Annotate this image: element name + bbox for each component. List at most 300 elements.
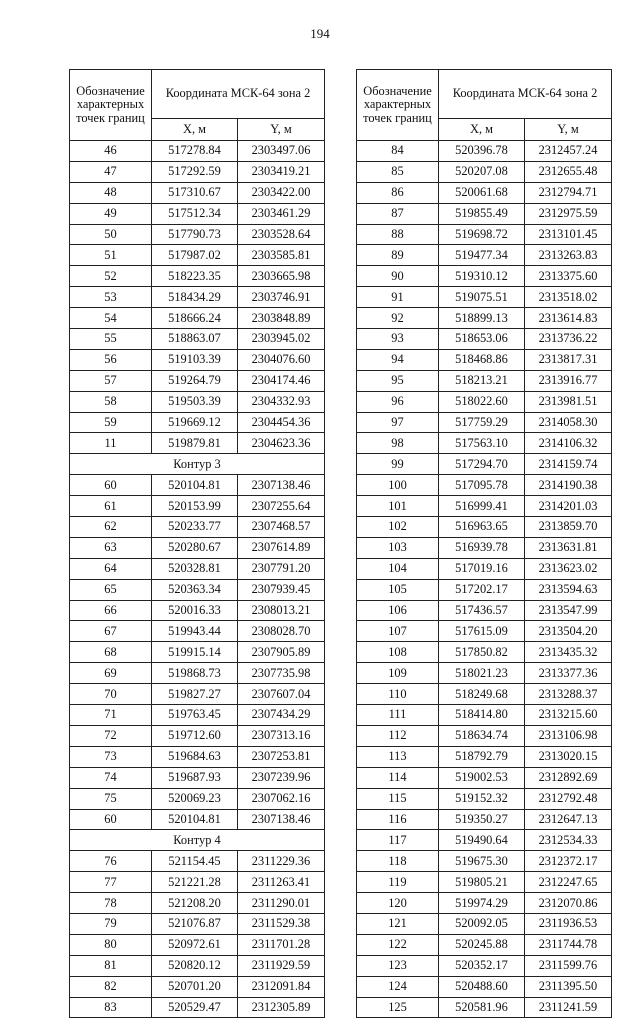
table-row (357, 976, 612, 997)
table-row (357, 621, 612, 642)
y-coordinate-cell: 2312372.17 (525, 851, 612, 872)
y-coordinate-cell: 2308013.21 (238, 600, 325, 621)
y-coordinate-cell: 2304454.36 (238, 412, 325, 433)
point-number-cell: 106 (357, 600, 439, 621)
table-row (357, 287, 612, 308)
x-column-header: X, м (439, 119, 525, 141)
point-number-cell: 115 (357, 788, 439, 809)
table-row (70, 141, 325, 162)
y-coordinate-cell: 2313859.70 (525, 517, 612, 538)
y-coordinate-cell: 2311936.53 (525, 913, 612, 934)
x-coordinate-cell: 519698.72 (439, 224, 525, 245)
point-number-cell: 122 (357, 934, 439, 955)
x-coordinate-cell: 519827.27 (152, 684, 238, 705)
point-number-cell: 119 (357, 872, 439, 893)
y-coordinate-cell: 2314058.30 (525, 412, 612, 433)
y-coordinate-cell: 2313623.02 (525, 558, 612, 579)
point-number-cell: 118 (357, 851, 439, 872)
x-coordinate-cell: 519855.49 (439, 203, 525, 224)
table-row (70, 746, 325, 767)
table-row (357, 517, 612, 538)
table-row (357, 642, 612, 663)
x-coordinate-cell: 520488.60 (439, 976, 525, 997)
x-coordinate-cell: 520245.88 (439, 934, 525, 955)
x-coordinate-cell: 518022.60 (439, 391, 525, 412)
table-row (70, 349, 325, 370)
y-coordinate-cell: 2313263.83 (525, 245, 612, 266)
point-number-cell: 94 (357, 349, 439, 370)
point-number-cell: 108 (357, 642, 439, 663)
x-coordinate-cell: 521208.20 (152, 893, 238, 914)
x-coordinate-cell: 519915.14 (152, 642, 238, 663)
x-coordinate-cell: 520396.78 (439, 141, 525, 162)
table-body (357, 141, 612, 1018)
table-row (357, 161, 612, 182)
x-coordinate-cell: 517294.70 (439, 454, 525, 475)
x-coordinate-cell: 521154.45 (152, 851, 238, 872)
table-row (70, 893, 325, 914)
point-number-cell: 125 (357, 997, 439, 1018)
y-coordinate-cell: 2313101.45 (525, 224, 612, 245)
table-row (357, 788, 612, 809)
point-number-cell: 64 (70, 558, 152, 579)
y-coordinate-cell: 2311929.59 (238, 955, 325, 976)
y-coordinate-cell: 2313547.99 (525, 600, 612, 621)
table-row (357, 370, 612, 391)
x-coordinate-cell: 518634.74 (439, 725, 525, 746)
x-coordinate-cell: 518863.07 (152, 329, 238, 350)
y-coordinate-cell: 2312647.13 (525, 809, 612, 830)
point-designation-header: Обозначение характерных точек границ (70, 70, 152, 141)
table-row (357, 705, 612, 726)
x-coordinate-cell: 519002.53 (439, 767, 525, 788)
y-coordinate-cell: 2307313.16 (238, 725, 325, 746)
x-coordinate-cell: 518213.21 (439, 370, 525, 391)
y-coordinate-cell: 2314201.03 (525, 496, 612, 517)
point-number-cell: 57 (70, 370, 152, 391)
point-number-cell: 71 (70, 705, 152, 726)
y-coordinate-cell: 2311599.76 (525, 955, 612, 976)
table-row (70, 851, 325, 872)
x-coordinate-cell: 520701.20 (152, 976, 238, 997)
table-row (357, 224, 612, 245)
table-row (357, 266, 612, 287)
point-number-cell: 60 (70, 809, 152, 830)
table-row (357, 663, 612, 684)
x-coordinate-cell: 519075.51 (439, 287, 525, 308)
table-row (70, 579, 325, 600)
point-number-cell: 96 (357, 391, 439, 412)
x-coordinate-cell: 520363.34 (152, 579, 238, 600)
page-number: 194 (310, 26, 330, 41)
x-coordinate-cell: 520153.99 (152, 496, 238, 517)
point-number-cell: 78 (70, 893, 152, 914)
point-number-cell: 53 (70, 287, 152, 308)
point-number-cell: 117 (357, 830, 439, 851)
x-coordinate-cell: 517019.16 (439, 558, 525, 579)
y-coordinate-cell: 2313981.51 (525, 391, 612, 412)
coordinate-system-header: Координата МСК-64 зона 2 (439, 70, 612, 119)
table-row (70, 182, 325, 203)
table-row (70, 203, 325, 224)
y-coordinate-cell: 2313435.32 (525, 642, 612, 663)
y-coordinate-cell: 2303585.81 (238, 245, 325, 266)
y-coordinate-cell: 2313736.22 (525, 329, 612, 350)
y-coordinate-cell: 2303665.98 (238, 266, 325, 287)
point-number-cell: 98 (357, 433, 439, 454)
table-row (357, 913, 612, 934)
table-row (70, 684, 325, 705)
table-row (357, 955, 612, 976)
point-number-cell: 47 (70, 161, 152, 182)
y-coordinate-cell: 2312792.48 (525, 788, 612, 809)
point-number-cell: 87 (357, 203, 439, 224)
x-coordinate-cell: 520104.81 (152, 809, 238, 830)
point-number-cell: 72 (70, 725, 152, 746)
y-column-header: Y, м (525, 119, 612, 141)
x-coordinate-cell: 517563.10 (439, 433, 525, 454)
point-number-cell: 113 (357, 746, 439, 767)
x-coordinate-cell: 520581.96 (439, 997, 525, 1018)
table-row (70, 433, 325, 454)
point-number-cell: 75 (70, 788, 152, 809)
y-coordinate-cell: 2307614.89 (238, 537, 325, 558)
table-row (70, 224, 325, 245)
x-coordinate-cell: 519490.64 (439, 830, 525, 851)
table-row (70, 558, 325, 579)
x-coordinate-cell: 520972.61 (152, 934, 238, 955)
point-number-cell: 55 (70, 329, 152, 350)
point-number-cell: 79 (70, 913, 152, 934)
y-coordinate-cell: 2313020.15 (525, 746, 612, 767)
x-coordinate-cell: 518021.23 (439, 663, 525, 684)
x-coordinate-cell: 519974.29 (439, 893, 525, 914)
point-number-cell: 105 (357, 579, 439, 600)
y-coordinate-cell: 2312655.48 (525, 161, 612, 182)
point-number-cell: 58 (70, 391, 152, 412)
x-coordinate-cell: 518653.06 (439, 329, 525, 350)
point-number-cell: 70 (70, 684, 152, 705)
point-number-cell: 93 (357, 329, 439, 350)
y-coordinate-cell: 2303746.91 (238, 287, 325, 308)
point-number-cell: 91 (357, 287, 439, 308)
point-number-cell: 74 (70, 767, 152, 788)
table-row (70, 161, 325, 182)
y-coordinate-cell: 2303419.21 (238, 161, 325, 182)
x-coordinate-cell: 517850.82 (439, 642, 525, 663)
point-number-cell: 124 (357, 976, 439, 997)
y-coordinate-cell: 2307735.98 (238, 663, 325, 684)
point-number-cell: 63 (70, 537, 152, 558)
x-coordinate-cell: 520820.12 (152, 955, 238, 976)
section-row (70, 830, 325, 851)
y-coordinate-cell: 2312091.84 (238, 976, 325, 997)
table-row (357, 600, 612, 621)
y-coordinate-cell: 2307791.20 (238, 558, 325, 579)
table-row (70, 391, 325, 412)
y-coordinate-cell: 2304076.60 (238, 349, 325, 370)
y-coordinate-cell: 2311263.41 (238, 872, 325, 893)
x-coordinate-cell: 517436.57 (439, 600, 525, 621)
y-coordinate-cell: 2311395.50 (525, 976, 612, 997)
table-row (357, 182, 612, 203)
table-row (70, 370, 325, 391)
point-number-cell: 110 (357, 684, 439, 705)
y-coordinate-cell: 2312794.71 (525, 182, 612, 203)
point-number-cell: 81 (70, 955, 152, 976)
y-coordinate-cell: 2312975.59 (525, 203, 612, 224)
y-coordinate-cell: 2303461.29 (238, 203, 325, 224)
point-number-cell: 82 (70, 976, 152, 997)
y-coordinate-cell: 2313106.98 (525, 725, 612, 746)
y-coordinate-cell: 2311744.78 (525, 934, 612, 955)
section-title: Контур 3 (70, 454, 325, 475)
point-number-cell: 61 (70, 496, 152, 517)
x-coordinate-cell: 519503.39 (152, 391, 238, 412)
point-number-cell: 80 (70, 934, 152, 955)
x-coordinate-cell: 519152.32 (439, 788, 525, 809)
table-row (70, 705, 325, 726)
point-number-cell: 111 (357, 705, 439, 726)
point-number-cell: 54 (70, 308, 152, 329)
coordinates-table-left (69, 69, 325, 1018)
x-coordinate-cell: 519684.63 (152, 746, 238, 767)
y-coordinate-cell: 2313916.77 (525, 370, 612, 391)
y-coordinate-cell: 2313288.37 (525, 684, 612, 705)
point-number-cell: 46 (70, 141, 152, 162)
x-coordinate-cell: 520092.05 (439, 913, 525, 934)
point-number-cell: 89 (357, 245, 439, 266)
x-coordinate-cell: 521221.28 (152, 872, 238, 893)
table-row (357, 997, 612, 1018)
y-coordinate-cell: 2303422.00 (238, 182, 325, 203)
x-coordinate-cell: 518223.35 (152, 266, 238, 287)
point-number-cell: 66 (70, 600, 152, 621)
x-coordinate-cell: 516999.41 (439, 496, 525, 517)
x-coordinate-cell: 519712.60 (152, 725, 238, 746)
point-number-cell: 49 (70, 203, 152, 224)
x-coordinate-cell: 519264.79 (152, 370, 238, 391)
x-coordinate-cell: 519103.39 (152, 349, 238, 370)
x-coordinate-cell: 520529.47 (152, 997, 238, 1018)
y-coordinate-cell: 2313504.20 (525, 621, 612, 642)
table-row (357, 872, 612, 893)
y-coordinate-cell: 2307255.64 (238, 496, 325, 517)
y-coordinate-cell: 2313594.63 (525, 579, 612, 600)
coordinates-table-right (356, 69, 612, 1018)
table-row (357, 830, 612, 851)
table-row (357, 684, 612, 705)
y-coordinate-cell: 2311241.59 (525, 997, 612, 1018)
x-coordinate-cell: 517615.09 (439, 621, 525, 642)
x-coordinate-cell: 520016.33 (152, 600, 238, 621)
y-coordinate-cell: 2307434.29 (238, 705, 325, 726)
table-row (357, 893, 612, 914)
point-number-cell: 76 (70, 851, 152, 872)
table-row (70, 475, 325, 496)
point-number-cell: 84 (357, 141, 439, 162)
table-row (357, 433, 612, 454)
x-coordinate-cell: 519805.21 (439, 872, 525, 893)
point-number-cell: 48 (70, 182, 152, 203)
y-coordinate-cell: 2311290.01 (238, 893, 325, 914)
y-coordinate-cell: 2314159.74 (525, 454, 612, 475)
y-coordinate-cell: 2304174.46 (238, 370, 325, 391)
x-coordinate-cell: 519477.34 (439, 245, 525, 266)
point-number-cell: 62 (70, 517, 152, 538)
table-row (357, 454, 612, 475)
table-row (70, 308, 325, 329)
table-row (357, 746, 612, 767)
table-row (70, 642, 325, 663)
table-row (357, 475, 612, 496)
point-number-cell: 69 (70, 663, 152, 684)
table-row (357, 809, 612, 830)
x-coordinate-cell: 518666.24 (152, 308, 238, 329)
y-coordinate-cell: 2307468.57 (238, 517, 325, 538)
point-number-cell: 114 (357, 767, 439, 788)
table-row (70, 287, 325, 308)
point-number-cell: 123 (357, 955, 439, 976)
y-column-header: Y, м (238, 119, 325, 141)
table-row (70, 767, 325, 788)
y-coordinate-cell: 2307138.46 (238, 475, 325, 496)
x-coordinate-cell: 519350.27 (439, 809, 525, 830)
table-row (357, 349, 612, 370)
table-body (70, 141, 325, 1018)
point-number-cell: 73 (70, 746, 152, 767)
x-coordinate-cell: 519675.30 (439, 851, 525, 872)
x-coordinate-cell: 519868.73 (152, 663, 238, 684)
point-number-cell: 11 (70, 433, 152, 454)
x-coordinate-cell: 518899.13 (439, 308, 525, 329)
x-coordinate-cell: 518249.68 (439, 684, 525, 705)
y-coordinate-cell: 2307905.89 (238, 642, 325, 663)
point-number-cell: 59 (70, 412, 152, 433)
section-title: Контур 4 (70, 830, 325, 851)
table-row (70, 725, 325, 746)
x-coordinate-cell: 518414.80 (439, 705, 525, 726)
y-coordinate-cell: 2303848.89 (238, 308, 325, 329)
x-coordinate-cell: 520280.67 (152, 537, 238, 558)
y-coordinate-cell: 2312247.65 (525, 872, 612, 893)
point-number-cell: 121 (357, 913, 439, 934)
point-number-cell: 99 (357, 454, 439, 475)
x-coordinate-cell: 519669.12 (152, 412, 238, 433)
x-coordinate-cell: 517202.17 (439, 579, 525, 600)
y-coordinate-cell: 2311529.38 (238, 913, 325, 934)
table-row (70, 266, 325, 287)
y-coordinate-cell: 2313215.60 (525, 705, 612, 726)
x-coordinate-cell: 518792.79 (439, 746, 525, 767)
x-coordinate-cell: 516963.65 (439, 517, 525, 538)
table-row (70, 976, 325, 997)
y-coordinate-cell: 2314190.38 (525, 475, 612, 496)
table-row (357, 934, 612, 955)
table-row (357, 203, 612, 224)
table-row (70, 955, 325, 976)
y-coordinate-cell: 2313518.02 (525, 287, 612, 308)
x-coordinate-cell: 520233.77 (152, 517, 238, 538)
point-number-cell: 100 (357, 475, 439, 496)
y-coordinate-cell: 2312534.33 (525, 830, 612, 851)
point-designation-header: Обозначение характерных точек границ (357, 70, 439, 141)
table-row (70, 872, 325, 893)
y-coordinate-cell: 2314106.32 (525, 433, 612, 454)
x-coordinate-cell: 520104.81 (152, 475, 238, 496)
x-coordinate-cell: 520352.17 (439, 955, 525, 976)
y-coordinate-cell: 2303528.64 (238, 224, 325, 245)
x-coordinate-cell: 519687.93 (152, 767, 238, 788)
table-row (70, 412, 325, 433)
point-number-cell: 92 (357, 308, 439, 329)
point-number-cell: 52 (70, 266, 152, 287)
y-coordinate-cell: 2313614.83 (525, 308, 612, 329)
table-row (357, 851, 612, 872)
coordinate-system-header: Координата МСК-64 зона 2 (152, 70, 325, 119)
point-number-cell: 68 (70, 642, 152, 663)
point-number-cell: 101 (357, 496, 439, 517)
table-row (70, 600, 325, 621)
point-number-cell: 88 (357, 224, 439, 245)
table-row (357, 725, 612, 746)
table-row (357, 391, 612, 412)
x-coordinate-cell: 519310.12 (439, 266, 525, 287)
y-coordinate-cell: 2313817.31 (525, 349, 612, 370)
point-number-cell: 51 (70, 245, 152, 266)
table-row (357, 141, 612, 162)
table-row (70, 809, 325, 830)
point-number-cell: 95 (357, 370, 439, 391)
point-number-cell: 60 (70, 475, 152, 496)
point-number-cell: 50 (70, 224, 152, 245)
point-number-cell: 102 (357, 517, 439, 538)
table-row (70, 537, 325, 558)
point-number-cell: 67 (70, 621, 152, 642)
x-coordinate-cell: 520328.81 (152, 558, 238, 579)
point-number-cell: 86 (357, 182, 439, 203)
point-number-cell: 90 (357, 266, 439, 287)
y-coordinate-cell: 2303945.02 (238, 329, 325, 350)
table-row (70, 245, 325, 266)
y-coordinate-cell: 2307253.81 (238, 746, 325, 767)
table-row (70, 934, 325, 955)
x-coordinate-cell: 517987.02 (152, 245, 238, 266)
point-number-cell: 109 (357, 663, 439, 684)
point-number-cell: 56 (70, 349, 152, 370)
x-coordinate-cell: 519943.44 (152, 621, 238, 642)
y-coordinate-cell: 2304332.93 (238, 391, 325, 412)
y-coordinate-cell: 2308028.70 (238, 621, 325, 642)
point-number-cell: 65 (70, 579, 152, 600)
x-coordinate-cell: 517512.34 (152, 203, 238, 224)
x-coordinate-cell: 517759.29 (439, 412, 525, 433)
y-coordinate-cell: 2307062.16 (238, 788, 325, 809)
point-number-cell: 77 (70, 872, 152, 893)
point-number-cell: 107 (357, 621, 439, 642)
x-column-header: X, м (152, 119, 238, 141)
x-coordinate-cell: 520069.23 (152, 788, 238, 809)
x-coordinate-cell: 519879.81 (152, 433, 238, 454)
x-coordinate-cell: 518434.29 (152, 287, 238, 308)
table-row (70, 997, 325, 1018)
y-coordinate-cell: 2307939.45 (238, 579, 325, 600)
table-row (357, 579, 612, 600)
y-coordinate-cell: 2313377.36 (525, 663, 612, 684)
y-coordinate-cell: 2311229.36 (238, 851, 325, 872)
x-coordinate-cell: 520207.08 (439, 161, 525, 182)
table-row (70, 496, 325, 517)
